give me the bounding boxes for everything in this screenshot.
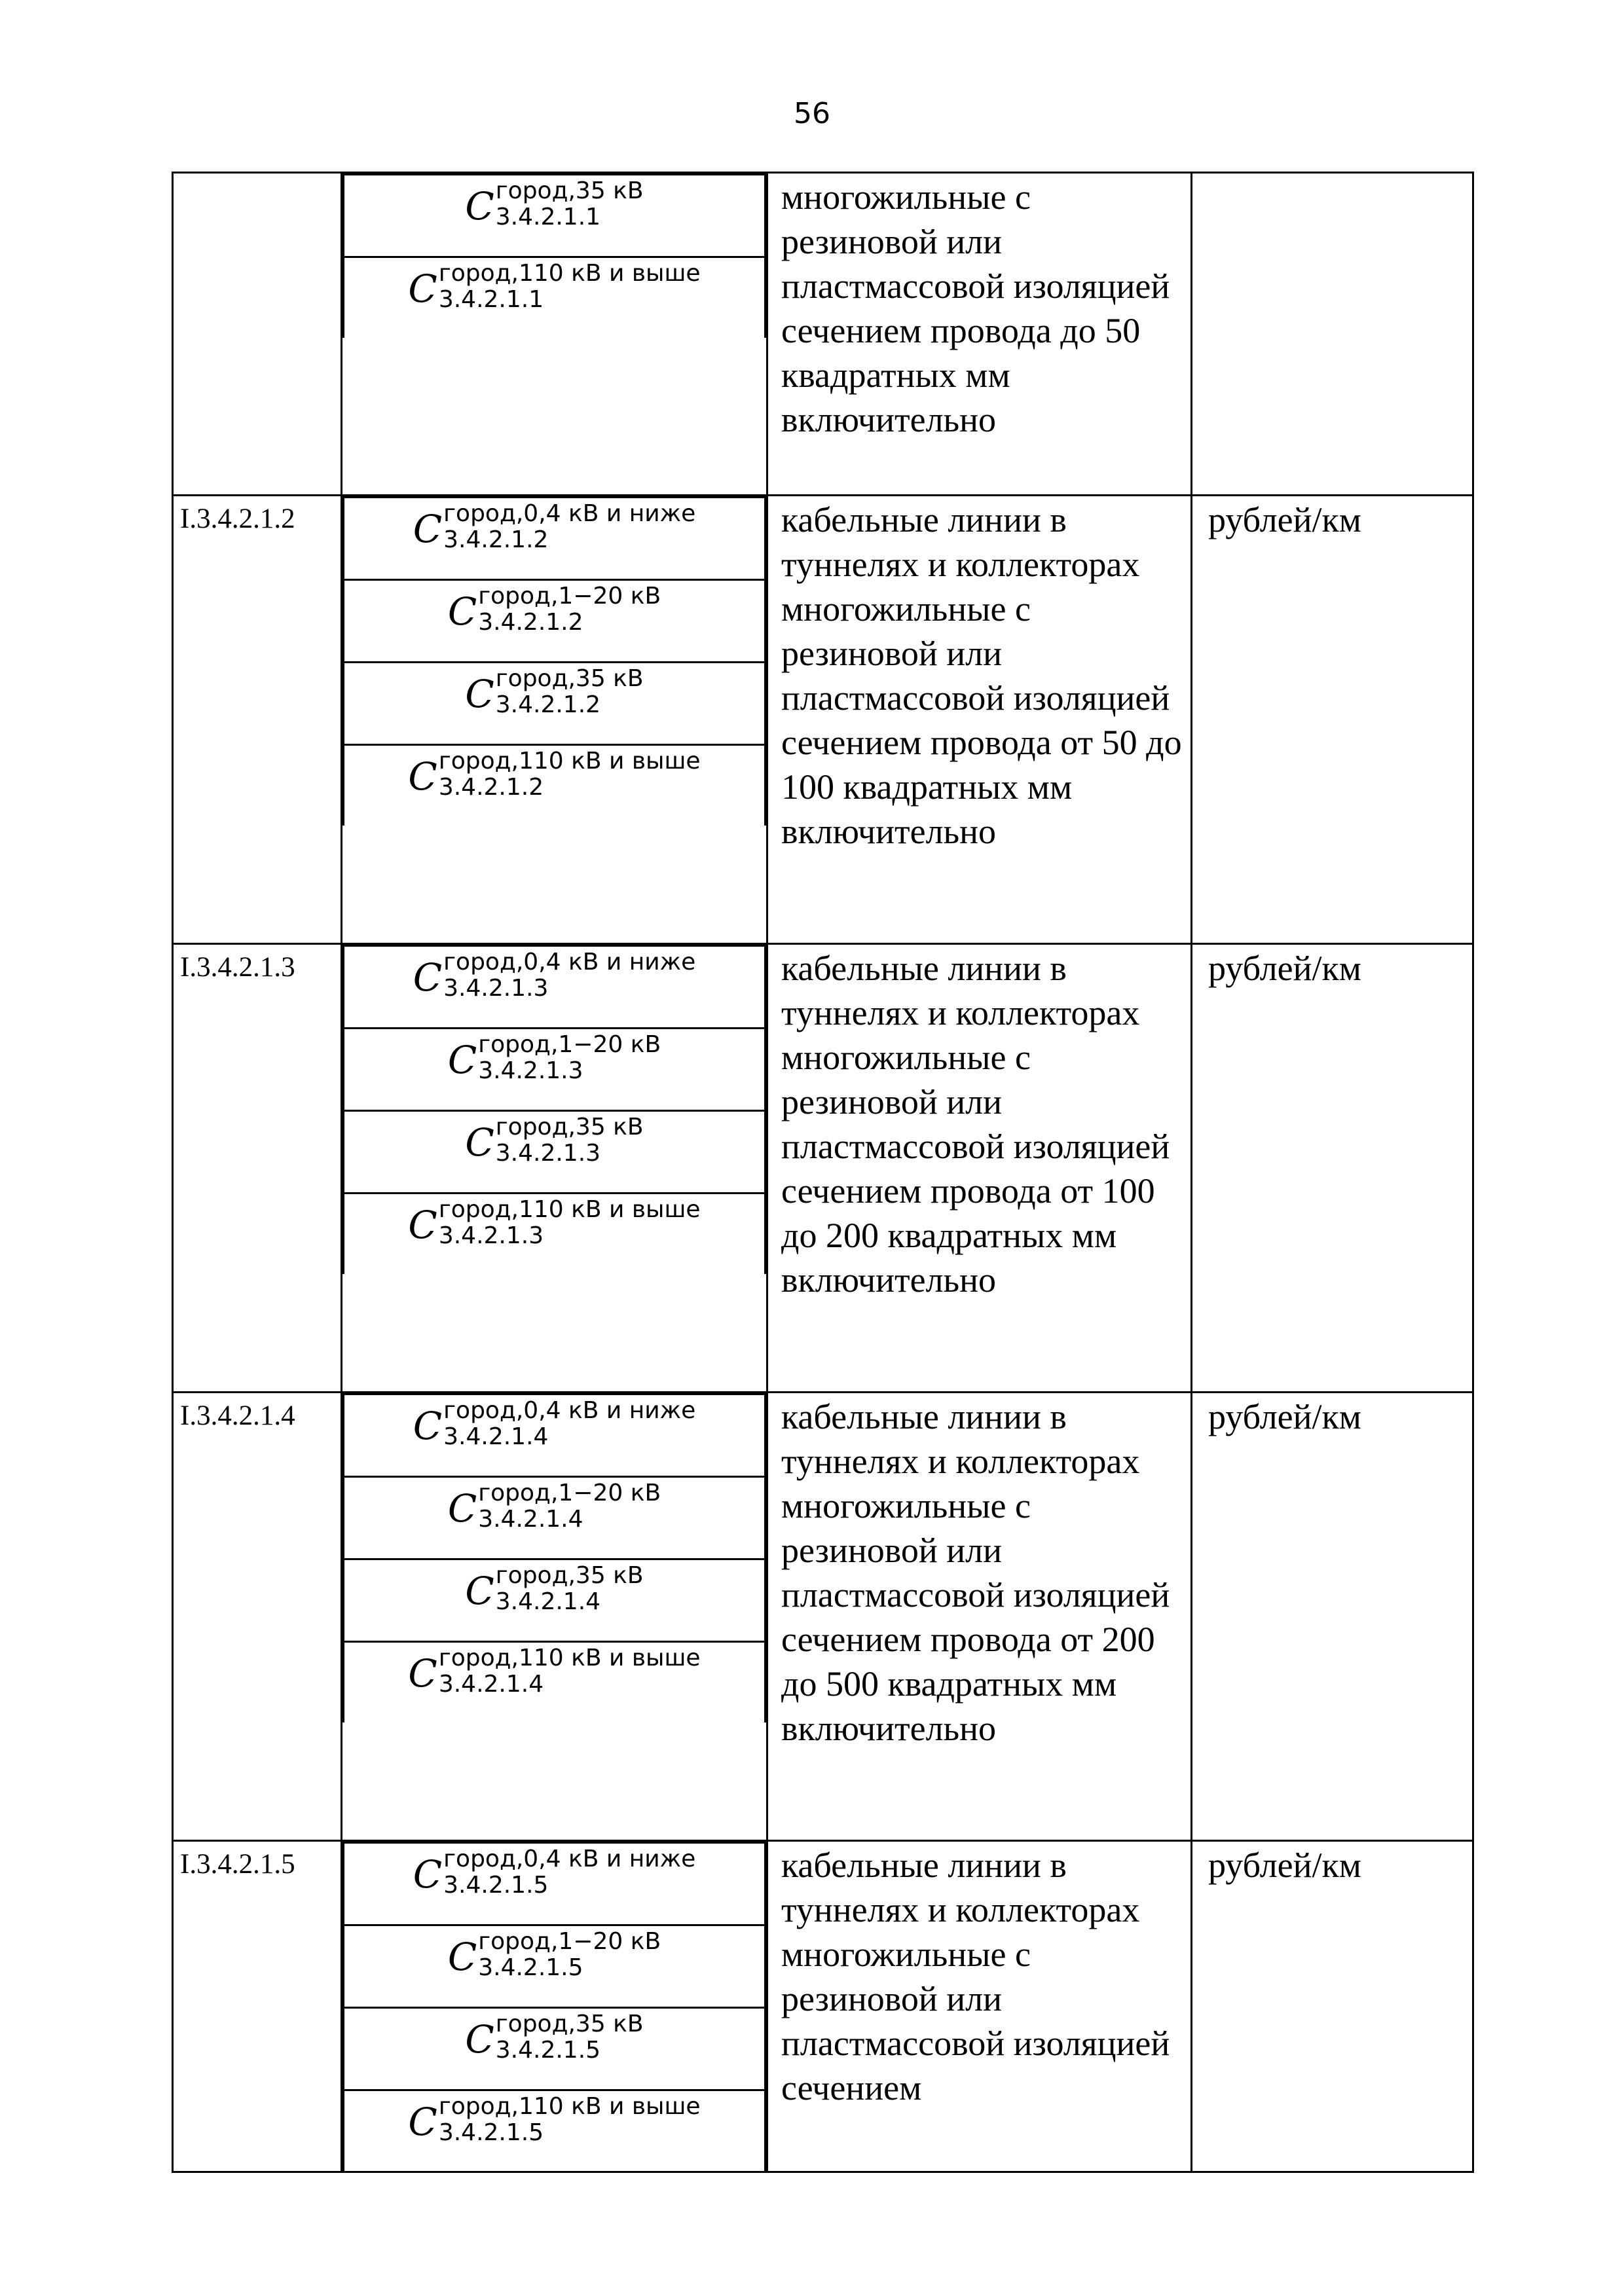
symbol-superscript: город,35 кВ — [495, 1562, 644, 1589]
symbol-base: C — [413, 507, 443, 551]
cost-symbol — [413, 1846, 695, 1899]
cost-symbol — [448, 583, 661, 636]
cost-symbol — [408, 748, 700, 801]
symbol-subscript: 3.4.2.1.3 — [438, 1222, 544, 1249]
symbol-base: C — [413, 955, 443, 1000]
symbol-entry — [344, 1394, 766, 1477]
table-row — [173, 496, 1473, 944]
symbol-superscript: город,110 кВ и выше — [438, 2093, 701, 2120]
symbol-subscript: 3.4.2.1.5 — [443, 1872, 549, 1899]
symbol-cell — [342, 944, 767, 1393]
symbol-subscript: 3.4.2.1.4 — [478, 1506, 583, 1533]
cost-symbol — [413, 949, 695, 1002]
tariff-table — [172, 172, 1474, 2173]
row-description: кабельные линии в туннелях и коллекторах многожильные с резиновой или пластмассовой изоляцией сечением — [767, 1841, 1192, 2172]
cost-symbol — [408, 261, 700, 313]
symbol-base: C — [465, 672, 494, 716]
row-unit: рублей/км — [1192, 1841, 1473, 2172]
symbol-base: C — [413, 1404, 443, 1448]
row-description: кабельные линии в туннелях и коллекторах многожильные с резиновой или пластмассовой изоляцией сечением провода от 50 до 100 квадратных мм включительно — [767, 496, 1192, 944]
cost-symbol — [465, 666, 643, 718]
symbol-entry — [344, 2008, 766, 2090]
symbol-entry — [344, 1477, 766, 1559]
cost-symbol — [465, 178, 643, 230]
symbol-subscript: 3.4.2.1.1 — [438, 286, 544, 313]
symbol-base: C — [408, 754, 437, 799]
row-unit: рублей/км — [1192, 944, 1473, 1393]
symbol-base: C — [465, 1569, 494, 1613]
symbol-cell — [342, 496, 767, 944]
symbol-base: C — [408, 2100, 437, 2144]
symbol-cell — [342, 173, 767, 496]
symbol-entry — [344, 1642, 766, 1723]
symbol-subscript: 3.4.2.1.3 — [478, 1057, 583, 1084]
symbol-superscript: город,35 кВ — [495, 665, 644, 692]
symbol-entry — [344, 580, 766, 663]
symbol-subscript: 3.4.2.1.3 — [495, 1140, 601, 1167]
page-number: 56 — [794, 97, 830, 130]
symbol-subscript: 3.4.2.1.5 — [495, 2037, 601, 2064]
symbol-base: C — [447, 1486, 477, 1531]
cost-symbol — [413, 1398, 695, 1450]
row-description: многожильные с резиновой или пластмассовой изоляцией сечением провода до 50 квадратных мм включительно — [767, 173, 1192, 496]
cost-symbol — [465, 1114, 643, 1167]
symbol-superscript: город,110 кВ и выше — [438, 1196, 701, 1223]
table-row — [173, 944, 1473, 1393]
symbol-superscript: город,110 кВ и выше — [438, 748, 701, 774]
symbol-base: C — [447, 1935, 477, 1979]
symbol-entry — [344, 1194, 766, 1275]
symbol-entry — [344, 1925, 766, 2008]
symbol-superscript: город,35 кВ — [495, 2011, 644, 2037]
symbol-entry — [344, 663, 766, 745]
row-unit — [1192, 173, 1473, 496]
symbol-entry — [344, 175, 766, 257]
symbol-base: C — [408, 1651, 437, 1696]
symbol-subscript: 3.4.2.1.4 — [443, 1423, 549, 1450]
symbol-entry — [344, 2090, 766, 2172]
symbol-base: C — [447, 1038, 477, 1082]
cost-symbol — [413, 501, 695, 553]
symbol-base: C — [465, 2017, 494, 2062]
symbol-superscript: город,110 кВ и выше — [438, 1645, 701, 1671]
cost-symbol — [408, 1645, 700, 1698]
symbol-cell — [342, 1393, 767, 1841]
cost-symbol — [448, 1929, 661, 1981]
symbol-subscript: 3.4.2.1.3 — [443, 975, 549, 1002]
table-body — [173, 173, 1473, 2172]
symbol-entry — [344, 745, 766, 826]
symbol-superscript: город,0,4 кВ и ниже — [443, 500, 696, 527]
symbol-base: C — [413, 1852, 443, 1897]
row-unit: рублей/км — [1192, 496, 1473, 944]
symbol-superscript: город,1−20 кВ — [478, 1480, 661, 1506]
symbol-subscript: 3.4.2.1.4 — [495, 1588, 601, 1615]
symbol-base: C — [408, 266, 437, 311]
symbol-entry — [344, 257, 766, 338]
table-row — [173, 1393, 1473, 1841]
symbol-superscript: город,35 кВ — [495, 1114, 644, 1140]
symbol-cell — [342, 1841, 767, 2172]
symbol-entry — [344, 1843, 766, 1925]
symbol-superscript: город,0,4 кВ и ниже — [443, 1846, 696, 1872]
row-description: кабельные линии в туннелях и коллекторах многожильные с резиновой или пластмассовой изоляцией сечением провода от 200 до 500 квадратных мм включительно — [767, 1393, 1192, 1841]
symbol-superscript: город,35 кВ — [495, 177, 644, 204]
symbol-entry — [344, 1559, 766, 1642]
symbol-superscript: город,110 кВ и выше — [438, 260, 701, 287]
symbol-base: C — [465, 184, 494, 228]
symbol-subscript: 3.4.2.1.5 — [438, 2119, 544, 2146]
row-description: кабельные линии в туннелях и коллекторах многожильные с резиновой или пластмассовой изоляцией сечением провода от 100 до 200 квадратных мм включительно — [767, 944, 1192, 1393]
symbol-superscript: город,1−20 кВ — [478, 1031, 661, 1058]
row-code: I.3.4.2.1.4 — [173, 1393, 342, 1841]
symbol-superscript: город,1−20 кВ — [478, 583, 661, 610]
symbol-superscript: город,1−20 кВ — [478, 1928, 661, 1955]
symbol-subscript: 3.4.2.1.2 — [478, 609, 583, 636]
row-code: I.3.4.2.1.3 — [173, 944, 342, 1393]
cost-symbol — [465, 1563, 643, 1615]
row-unit: рублей/км — [1192, 1393, 1473, 1841]
symbol-subscript: 3.4.2.1.5 — [478, 1954, 583, 1981]
symbol-subscript: 3.4.2.1.4 — [438, 1671, 544, 1698]
symbol-superscript: город,0,4 кВ и ниже — [443, 949, 696, 975]
cost-symbol — [408, 2094, 700, 2146]
table-row — [173, 1841, 1473, 2172]
symbol-base: C — [465, 1120, 494, 1165]
cost-symbol — [408, 1197, 700, 1249]
symbol-base: C — [447, 589, 477, 634]
row-code — [173, 173, 342, 496]
symbol-subscript: 3.4.2.1.2 — [438, 774, 544, 801]
row-code: I.3.4.2.1.5 — [173, 1841, 342, 2172]
symbol-superscript: город,0,4 кВ и ниже — [443, 1397, 696, 1424]
symbol-entry — [344, 1029, 766, 1111]
symbol-subscript: 3.4.2.1.2 — [495, 691, 601, 718]
cost-symbol — [465, 2011, 643, 2064]
table-row — [173, 173, 1473, 496]
cost-symbol — [448, 1032, 661, 1084]
symbol-entry — [344, 1111, 766, 1194]
symbol-subscript: 3.4.2.1.1 — [495, 204, 601, 230]
cost-symbol — [448, 1480, 661, 1533]
symbol-subscript: 3.4.2.1.2 — [443, 526, 549, 553]
symbol-base: C — [408, 1203, 437, 1247]
row-code: I.3.4.2.1.2 — [173, 496, 342, 944]
symbol-entry — [344, 946, 766, 1029]
symbol-entry — [344, 498, 766, 580]
